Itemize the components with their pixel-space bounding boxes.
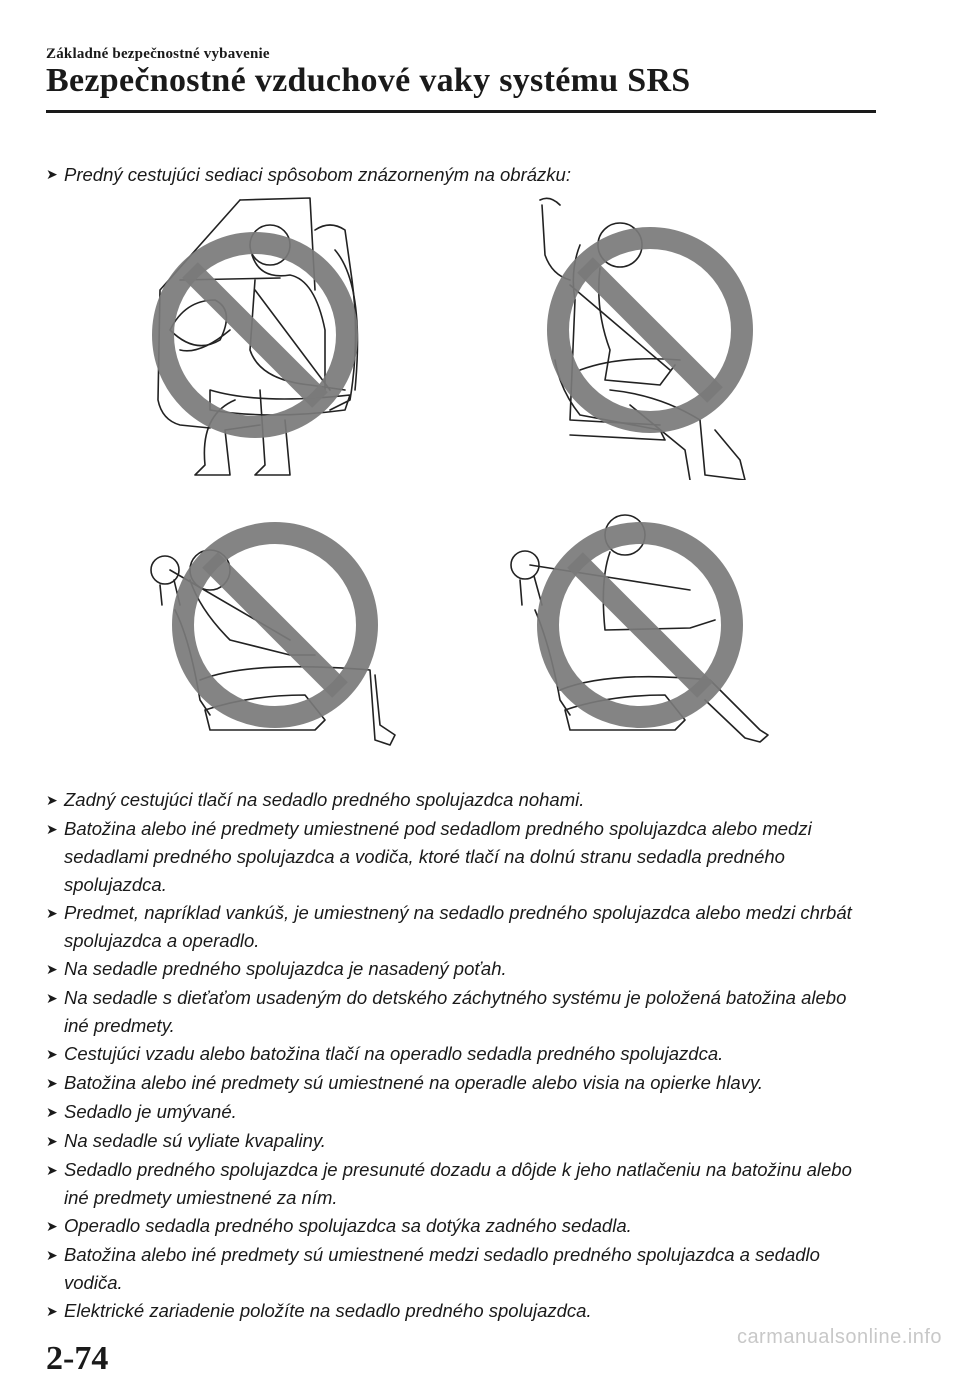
figure-arm-raised-passenger [460, 190, 780, 480]
list-item-text: Sedadlo predného spolujazdca je presunuté dozadu a dôjde k jeho natlačeniu na batožinu alebo iné predmety umiestnené za ním. [64, 1159, 852, 1208]
figure-leaning-forward-passenger [140, 480, 460, 770]
list-item-text: Operadlo sedadla predného spolujazdca sa dotýka zadného sedadla. [64, 1215, 632, 1236]
list-item-text: Batožina alebo iné predmety sú umiestnené medzi sedadlo predného spolujazdca a sedadlo vodiča. [64, 1244, 820, 1293]
title-rule [46, 110, 876, 113]
page-number: 2-74 [46, 1340, 109, 1377]
arrowhead-right-icon: ➤ [46, 961, 58, 977]
arrowhead-right-icon: ➤ [46, 1247, 58, 1263]
list-item [46, 1127, 876, 1156]
prohibition-sign [163, 243, 347, 427]
list-item-text: Sedadlo je umývané. [64, 1101, 237, 1122]
arrowhead-right-icon: ➤ [46, 905, 58, 921]
arrowhead-right-icon: ➤ [46, 1303, 58, 1319]
figure-legs-extended-passenger [460, 480, 780, 770]
prohibition-sign [183, 533, 367, 717]
list-item-text: Cestujúci vzadu alebo batožina tlačí na operadlo sedadla predného spolujazdca. [64, 1043, 724, 1064]
figure-slumped-passenger [140, 190, 460, 480]
arrowhead-right-icon: ➤ [46, 1218, 58, 1234]
list-item [46, 955, 876, 984]
list-item [46, 1297, 876, 1326]
arrowhead-right-icon: ➤ [46, 1046, 58, 1062]
list-item-text: Na sedadle sú vyliate kvapaliny. [64, 1130, 326, 1151]
prohibition-sign [558, 238, 742, 422]
arrowhead-right-icon: ➤ [46, 990, 58, 1006]
list-item [46, 1098, 876, 1127]
figures [140, 190, 780, 770]
page-title: Bezpečnostné vzduchové vaky systému SRS [46, 62, 691, 99]
list-item-text: Na sedadle predného spolujazdca je nasadený poťah. [64, 958, 507, 979]
list-item-text: Na sedadle s dieťaťom usadeným do detského záchytného systému je položená batožina alebo iné predmety. [64, 987, 847, 1036]
section-label: Základné bezpečnostné vybavenie [46, 46, 270, 62]
list-item-text: Zadný cestujúci tlačí na sedadlo predného spolujazdca nohami. [64, 789, 585, 810]
arrowhead-right-icon: ➤ [46, 1162, 58, 1178]
list-item [46, 786, 876, 815]
arrowhead-right-icon: ➤ [46, 166, 58, 182]
list-item-text: Batožina alebo iné predmety umiestnené pod sedadlom predného spolujazdca alebo medzi sedadlami predného spolujazdca a vodiča, ktoré tlačí na dolnú stranu sedadla predného spolujazdca. [64, 818, 812, 895]
list-item-text: Elektrické zariadenie položíte na sedadlo predného spolujazdca. [64, 1300, 592, 1321]
list-item [46, 815, 876, 899]
list-item [46, 984, 876, 1040]
list-item [46, 1156, 876, 1212]
arrowhead-right-icon: ➤ [46, 1075, 58, 1091]
watermark: carmanualsonline.info [736, 1326, 942, 1348]
list-item [46, 1069, 876, 1098]
arrowhead-right-icon: ➤ [46, 1133, 58, 1149]
arrowhead-right-icon: ➤ [46, 792, 58, 808]
intro-bullet-text: Predný cestujúci sediaci spôsobom znázorneným na obrázku: [64, 164, 571, 185]
list-item [46, 1212, 876, 1241]
prohibition-sign [548, 533, 732, 717]
list-item-text: Predmet, napríklad vankúš, je umiestnený na sedadlo predného spolujazdca alebo medzi chrbát spolujazdca a operadlo. [64, 902, 852, 951]
list-item [46, 1040, 876, 1069]
intro-bullet [46, 160, 876, 189]
list-item-text: Batožina alebo iné predmety sú umiestnené na operadle alebo visia na opierke hlavy. [64, 1072, 763, 1093]
arrowhead-right-icon: ➤ [46, 821, 58, 837]
arrowhead-right-icon: ➤ [46, 1104, 58, 1120]
list-item [46, 1241, 876, 1297]
list-item [46, 899, 876, 955]
